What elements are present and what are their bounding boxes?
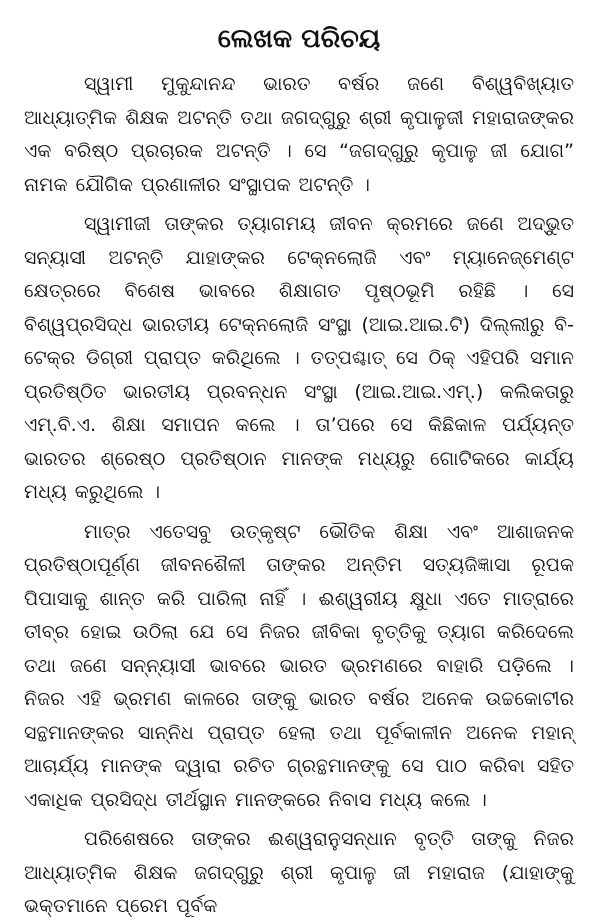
paragraph-conclusion: ପରିଶେଷରେ ତାଙ୍କର ଈଶ୍ୱରାନୁସନ୍ଧାନ ବୃତ୍ତି ତାଙ୍କୁ ନିଜର ଆଧ୍ୟାତ୍ମିକ ଶିକ୍ଷକ ଜଗଦ୍‌ଗୁରୁ ଶ୍ରୀ କୃପାଳୁ ଜୀ ମହାରାଜ (ଯାହାଙ୍କୁ ଭକ୍ତମାନେ ପ୍ରେମ ପୂର୍ବକ — [24, 828, 574, 917]
paragraph-education: ସ୍ୱାମୀଜୀ ତାଙ୍କର ତ୍ୟାଗମୟ ଜୀବନ କ୍ରମରେ ଜଣେ ଅଦ୍ଭୁତ ସନ୍ୟାସୀ ଅଟନ୍ତି ଯାହାଙ୍କର ଟେକ୍‌ନଲୋଜି ଏବଂ ମ୍ୟାନେଜ୍‌ମେଣ୍ଟ କ୍ଷେତ୍ରରେ ବିଶେଷ ଭାବରେ ଶିକ୍ଷାଗତ ପୃଷ୍ଠଭୂମି ରହିଛି । ସେ ବିଶ୍ୱପ୍ରସିଦ୍ଧ ଭାରତୀୟ ଟେକ୍‌ନଲୋଜି ସଂସ୍ଥା (ଆଇ.ଆଇ.ଟି) ଦିଲ୍ଲୀରୁ ବି-ଟେକ୍‌ର ଡିଗ୍ରୀ ପ୍ରାପ୍ତ କରିଥିଲେ । ତତ୍‌ପଶ୍ଚାତ୍ ସେ ଠିକ୍ ଏହିପରି ସମାନ ପ୍ରତିଷ୍ଠିତ ଭାରତୀୟ ପ୍ରବନ୍ଧନ ସଂସ୍ଥା (ଆଇ.ଆଇ.ଏମ୍.) କଲିକତାରୁ ଏମ୍.ବି.ଏ. ଶିକ୍ଷା ସମାପନ କଲେ । ତା’ପରେ ସେ କିଛିକାଳ ପର୍ଯ୍ୟନ୍ତ ଭାରତର ଶ୍ରେଷ୍ଠ ପ୍ରତିଷ୍ଠାନ ମାନଙ୍କ ମଧ୍ୟରୁ ଗୋଟିକରେ କାର୍ଯ୍ୟ ମଧ୍ୟ କରୁଥିଲେ । — [24, 213, 574, 503]
paragraph-renunciation: ମାତ୍ର ଏତେସବୁ ଉତ୍କୃଷ୍ଟ ଭୌତିକ ଶିକ୍ଷା ଏବଂ ଆଶାଜନକ ପ୍ରତିଷ୍ଠାପୂର୍ଣ୍ଣ ଜୀବନଶୈଳୀ ତାଙ୍କର ଅନ୍ତିମ ସତ୍ୟଜିଜ୍ଞାସା ରୂପକ ପିପାସାକୁ ଶାନ୍ତ କରି ପାରିଲା ନାହିଁ । ଈଶ୍ୱରୀୟ କ୍ଷୁଧା ଏତେ ମାତ୍ରାରେ ତୀବ୍ର ହୋଇ ଉଠିଲା ଯେ ସେ ନିଜର ଜୀବିକା ବୃତ୍ତିକୁ ତ୍ୟାଗ କରିଦେଲେ ତଥା ଜଣେ ସନ୍ନ୍ୟାସୀ ଭାବରେ ଭାରତ ଭ୍ରମଣରେ ବାହାରି ପଡ଼ିଲେ । ନିଜର ଏହି ଭ୍ରମଣ କାଳରେ ତାଙ୍କୁ ଭାରତ ବର୍ଷର ଅନେକ ଉଚ୍ଚକୋଟୀର ସନ୍ଥମାନଙ୍କର ସାନ୍ନିଧ ପ୍ରାପ୍ତ ହେଲା ତଥା ପୂର୍ବକାଳୀନ ଅନେକ ମହାନ୍ ଆଚାର୍ଯ୍ୟ ମାନଙ୍କ ଦ୍ୱାରା ରଚିତ ଗ୍ରନ୍ଥମାନଙ୍କୁ ସେ ପାଠ କରିବା ସହିତ ଏକାଧିକ ପ୍ରସିଦ୍ଧ ତୀର୍ଥସ୍ଥାନ ମାନଙ୍କରେ ନିବାସ ମଧ୍ୟ କଲେ । — [24, 520, 574, 811]
page-title: ଲେଖକ ପରିଚୟ — [217, 24, 381, 54]
paragraph-intro: ସ୍ୱାମୀ ମୁକୁନ୍ଦାନନ୍ଦ ଭାରତ ବର୍ଷର ଜଣେ ବିଶ୍ୱବିଖ୍ୟାତ ଆଧ୍ୟାତ୍ମିକ ଶିକ୍ଷକ ଅଟନ୍ତି ତଥା ଜଗଦ୍‌ଗୁରୁ ଶ୍ରୀ କୃପାଳୁଜୀ ମହାରାଜଙ୍କର ଏକ ବରିଷ୍ଠ ପ୍ରଚାରକ ଅଟନ୍ତି । ସେ “ଜଗଦ୍‌ଗୁରୁ କୃପାଳୁ ଜୀ ଯୋଗ” ନାମକ ଯୌଗିକ ପ୍ରଣାଳୀର ସଂସ୍ଥାପକ ଅଟନ୍ତି । — [24, 73, 574, 196]
